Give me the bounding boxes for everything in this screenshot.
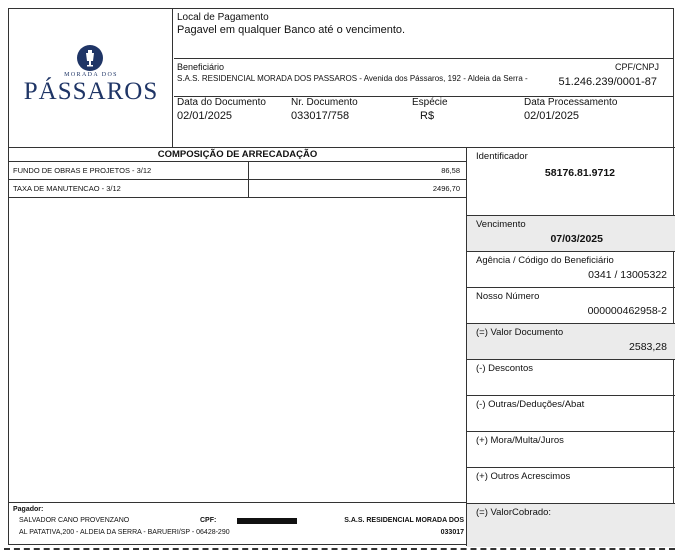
nosso-numero-value: 000000462958-2 (587, 305, 667, 317)
vencimento-label: Vencimento (476, 219, 526, 230)
row-value: 86,58 (441, 166, 460, 175)
composicao-panel (9, 148, 467, 503)
pagador-label: Pagador: (13, 506, 44, 513)
beneficiario-row (174, 59, 673, 97)
data-documento-value: 02/01/2025 (177, 110, 233, 122)
data-processamento-label: Data Processamento (524, 97, 618, 108)
valor-documento-label: (=) Valor Documento (476, 327, 564, 338)
agencia-box (467, 252, 675, 288)
descontos-box (467, 360, 675, 396)
beneficiario-value: S.A.S. RESIDENCIAL MORADA DOS PASSAROS - Avenida dos Pássaros, 192 - Aldeia da Serra - (177, 74, 528, 83)
pagador-codigo: 033017 (440, 529, 464, 536)
agencia-value: 0341 / 13005322 (588, 269, 667, 281)
local-label: Local de Pagamento (177, 12, 269, 23)
mora-multa-box (467, 432, 675, 468)
pagador-nome: SALVADOR CANO PROVENZANO (19, 517, 130, 524)
cpf-cnpj-value: 51.246.239/0001-87 (558, 76, 657, 88)
nosso-numero-box (467, 288, 675, 324)
vencimento-value: 07/03/2025 (550, 233, 603, 245)
especie-value: R$ (420, 110, 435, 122)
beneficiario-label: Beneficiário (177, 62, 225, 72)
logo-area (9, 9, 173, 147)
pagador-beneficiario: S.A.S. RESIDENCIAL MORADA DOS (344, 517, 464, 524)
pagador-section (9, 502, 467, 546)
composicao-title: COMPOSIÇÃO DE ARRECADAÇÃO (9, 148, 466, 162)
row-description: TAXA DE MANUTENCAO - 3/12 (9, 180, 249, 197)
outros-acrescimos-box (467, 468, 675, 504)
row-value: 2496,70 (432, 184, 460, 193)
valor-cobrado-box (467, 504, 675, 547)
vencimento-box (467, 216, 675, 252)
table-row (9, 180, 466, 198)
pagador-endereco: AL PATATIVA,200 - ALDEIA DA SERRA - BARUERI/SP - 06428-290 (19, 529, 230, 536)
documento-row (174, 97, 673, 147)
nr-documento-label: Nr. Documento (291, 97, 358, 108)
especie-label: Espécie (412, 97, 448, 108)
mora-multa-label: (+) Mora/Multa/Juros (476, 435, 564, 446)
row-description: FUNDO DE OBRAS E PROJETOS - 3/12 (9, 162, 249, 179)
identificador-label: Identificador (476, 151, 528, 162)
valor-cobrado-label: (=) ValorCobrado: (476, 507, 552, 518)
identificador-value: 58176.81.9712 (544, 167, 615, 179)
descontos-label: (-) Descontos (476, 363, 534, 374)
nosso-numero-label: Nosso Número (476, 291, 540, 302)
outros-acrescimos-label: (+) Outros Acrescimos (476, 471, 571, 482)
agencia-label: Agência / Código do Beneficiário (476, 255, 614, 266)
local-value: Pagavel em qualquer Banco até o vencimento. (177, 24, 406, 36)
cpf-redaction (237, 518, 297, 524)
lamp-emblem-icon (77, 45, 103, 71)
side-fields (467, 148, 675, 539)
nr-documento-value: 033017/758 (291, 110, 350, 122)
valor-documento-value: 2583,28 (629, 341, 667, 353)
cut-line (4, 548, 675, 550)
data-documento-label: Data do Documento (177, 97, 266, 108)
local-pagamento (174, 9, 673, 59)
logo-title: PÁSSAROS (23, 78, 159, 105)
outras-deducoes-box (467, 396, 675, 432)
identificador-box (467, 148, 675, 216)
cpf-cnpj-label: CPF/CNPJ (614, 62, 659, 72)
logo-subtitle: MORADA DOS (64, 72, 118, 78)
table-row (9, 162, 466, 180)
boleto-frame (8, 8, 674, 545)
header-fields (174, 9, 673, 147)
data-processamento-value: 02/01/2025 (524, 110, 580, 122)
pagador-cpf-label: CPF: (200, 517, 217, 524)
outras-deducoes-label: (-) Outras/Deduções/Abat (476, 399, 585, 410)
valor-documento-box (467, 324, 675, 360)
